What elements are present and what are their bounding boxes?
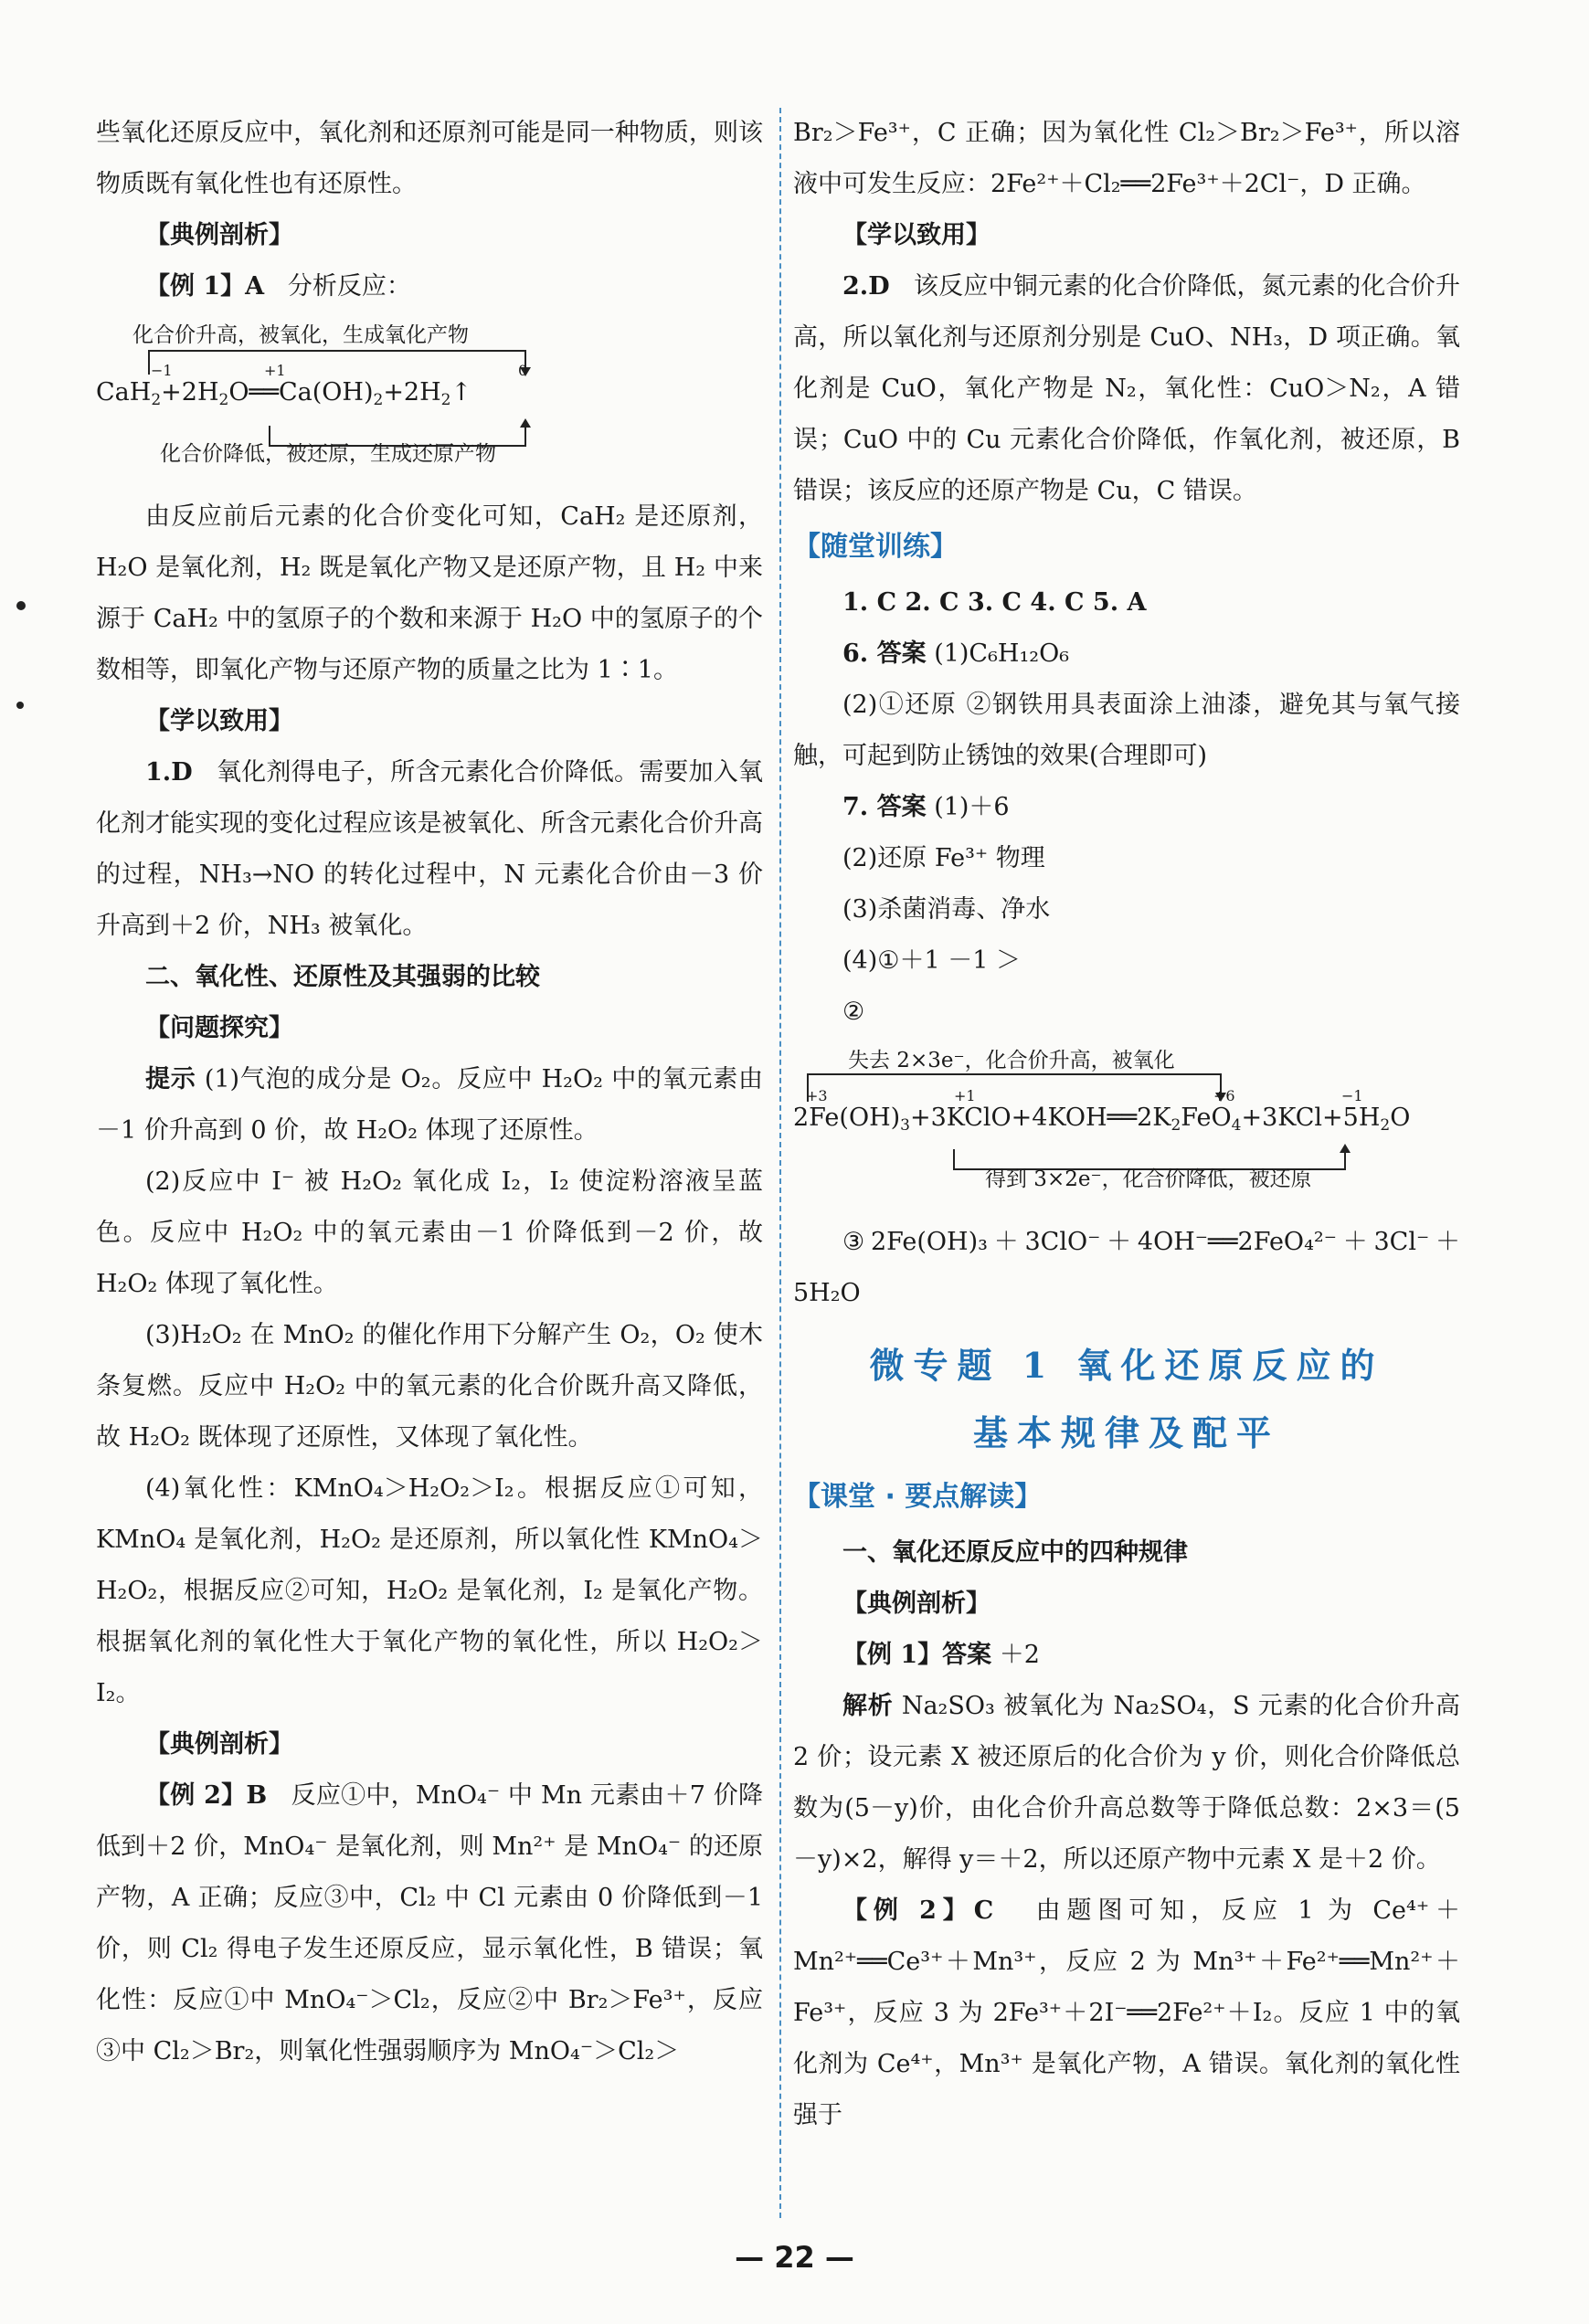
oxidation-label: 化合价升高，被氧化，生成氧化产物 xyxy=(132,323,469,347)
example-label: 【例 1】答案 xyxy=(842,1641,992,1669)
answer-text: (1)＋6 xyxy=(934,793,1010,821)
redox-diagram-2 xyxy=(793,1043,1460,1208)
topic-title: 微专题 1 氧化还原反应的 xyxy=(869,1345,1384,1386)
answer-choice: D xyxy=(171,758,193,787)
reduction-label: 得到 3×2e⁻，化合价降低，被还原 xyxy=(985,1167,1312,1191)
section-title: 一、氧化还原反应中的四种规律 xyxy=(842,1538,1188,1567)
q7-part-4: (4)①＋1 －1 ＞ xyxy=(842,946,1021,975)
hint-label: 提示 xyxy=(145,1065,196,1093)
example-2 xyxy=(96,1770,763,2077)
example-1-answer xyxy=(793,1630,1460,1681)
section-heading: 【典例剖析】 xyxy=(145,221,293,249)
example-1 xyxy=(96,261,763,312)
scan-mark xyxy=(16,702,24,709)
left-column xyxy=(96,108,763,2077)
topic-title: 基本规律及配平 xyxy=(972,1412,1280,1453)
class-tag: 【课堂 · 要点解读】 xyxy=(793,1481,1043,1513)
q7-answer xyxy=(793,782,1460,833)
section-title: 二、氧化性、还原性及其强弱的比较 xyxy=(145,963,540,991)
answer-2 xyxy=(793,261,1460,517)
example-text: 由题图可知，反应 1 为 Ce⁴⁺＋Mn²⁺══Ce³⁺＋Mn³⁺，反应 2 为 Mn³⁺＋Fe²⁺══Mn²⁺＋Fe³⁺，反应 3 为 2Fe³⁺＋2I⁻══2Fe²⁺＋I₂。反应 1 中的氧化剂为 Ce⁴⁺，Mn³⁺ 是氧化产物，A 错误。氧化剂的氧化性强于 xyxy=(793,1896,1460,2129)
example-label: 【例 2】B xyxy=(145,1781,268,1810)
oxidation-state: +1 xyxy=(264,362,286,379)
example-2 xyxy=(793,1886,1460,2141)
chemical-equation: $CaH_2+2H_2O══Ca(OH)_2+2H_2↑$ xyxy=(96,378,472,409)
oxidation-state: 0 xyxy=(518,362,528,379)
example-label: 【例 1】A xyxy=(145,272,265,301)
answer-label: 7. 答案 xyxy=(842,793,927,821)
section-heading: 【典例剖析】 xyxy=(145,1730,293,1759)
analysis-label: 解析 xyxy=(842,1692,894,1720)
paragraph: 些氧化还原反应中，氧化剂和还原剂可能是同一种物质，则该物质既有氧化性也有还原性。 xyxy=(96,119,763,198)
section-heading: 【典例剖析】 xyxy=(842,1590,990,1618)
answer-choice: D xyxy=(868,272,890,301)
hint-text: (1)气泡的成分是 O₂。反应中 H₂O₂ 中的氧元素由－1 价升高到 0 价，故 H₂O₂ 体现了还原性。 xyxy=(96,1065,763,1145)
section-heading: 【学以致用】 xyxy=(842,221,990,249)
q6-part-2: (2)①还原 ②钢铁用具表面涂上油漆，避免其与氧气接触，可起到防止锈蚀的效果(合理即可) xyxy=(793,691,1460,770)
example-text: 反应①中，MnO₄⁻ 中 Mn 元素由＋7 价降低到＋2 价，MnO₄⁻ 是氧化剂，则 Mn²⁺ 是 MnO₄⁻ 的还原产物，A 正确；反应③中，Cl₂ 中 Cl 元素由 0 价降低到－1 价，则 Cl₂ 得电子发生还原反应，显示氧化性，B 错误；氧化性：反应①中 MnO₄⁻＞Cl₂，反应②中 Br₂＞Fe³⁺，反应③中 Cl₂＞Br₂，则氧化性强弱顺序为 MnO₄⁻＞Cl₂＞ xyxy=(96,1781,764,2065)
analysis xyxy=(793,1681,1460,1886)
answer-text: 氧化剂得电子，所含元素化合价降低。需要加入氧化剂才能实现的变化过程应该是被氧化、所含元素化合价升高的过程，NH₃→NO 的转化过程中，N 元素化合价由－3 价升高到＋2 价，NH₃ 被氧化。 xyxy=(96,758,763,940)
oxidation-label: 失去 2×3e⁻，化合价升高，被氧化 xyxy=(848,1049,1175,1072)
example-label: 【例 2】C xyxy=(842,1896,994,1925)
answer-1 xyxy=(96,747,763,952)
oxidation-state: +3 xyxy=(806,1087,828,1104)
oxidation-state: +1 xyxy=(954,1087,976,1104)
page-number: — 22 — xyxy=(735,2240,854,2275)
example-text: 分析反应： xyxy=(287,272,411,301)
chemical-equation: $2Fe(OH)_3+3KClO+4KOH══2K_2FeO_4+3KCl+5H_2O$ xyxy=(793,1104,1411,1135)
answer-text: (1)C₆H₁₂O₆ xyxy=(934,639,1070,668)
reduction-label: 化合价降低，被还原，生成还原产物 xyxy=(160,442,496,466)
oxidation-state: −1 xyxy=(151,362,173,379)
q7-part-4c: ③2Fe(OH)₃＋3ClO⁻＋4OH⁻══2FeO₄²⁻＋3Cl⁻＋5H₂O xyxy=(793,1228,1460,1307)
oxidation-state: −1 xyxy=(1341,1087,1363,1104)
paragraph: 由反应前后元素的化合价变化可知，CaH₂ 是还原剂，H₂O 是氧化剂，H₂ 既是氧化产物又是还原产物，且 H₂ 中来源于 CaH₂ 中的氢原子的个数和来源于 H₂O 中的氢原子的个数相等，即氧化产物与还原产物的质量之比为 1∶1。 xyxy=(96,502,763,684)
q6-answer xyxy=(793,629,1460,680)
question-number: 1. xyxy=(145,758,172,787)
oxidation-state: +6 xyxy=(1213,1087,1235,1104)
hint-1 xyxy=(96,1054,763,1157)
answer-text: 该反应中铜元素的化合价降低，氮元素的化合价升高，所以氧化剂与还原剂分别是 CuO、NH₃，D 项正确。氧化剂是 CuO，氧化产物是 N₂，氧化性：CuO＞N₂，A 错误；CuO 中的 Cu 元素化合价降低，作氧化剂，被还原，B 错误；该反应的还原产物是 Cu，C 错误。 xyxy=(793,272,1460,505)
answer-label: 6. 答案 xyxy=(842,639,927,668)
section-heading: 【问题探究】 xyxy=(145,1014,293,1042)
q7-part-2: (2)还原 Fe³⁺ 物理 xyxy=(842,844,1045,872)
hint-3: (3)H₂O₂ 在 MnO₂ 的催化作用下分解产生 O₂，O₂ 使木条复燃。反应中 H₂O₂ 中的氧元素的化合价既升高又降低，故 H₂O₂ 既体现了还原性，又体现了氧化性。 xyxy=(96,1321,763,1452)
right-column xyxy=(793,108,1460,2141)
q7-part-3: (3)杀菌消毒、净水 xyxy=(842,895,1051,924)
practice-tag: 【随堂训练】 xyxy=(793,531,958,563)
q7-part-4b: ② xyxy=(842,998,865,1026)
column-divider xyxy=(779,108,781,2218)
hint-2: (2)反应中 I⁻ 被 H₂O₂ 氧化成 I₂，I₂ 使淀粉溶液呈蓝色。反应中 H₂O₂ 中的氧元素由－1 价降低到－2 价，故 H₂O₂ 体现了氧化性。 xyxy=(96,1167,763,1298)
scan-mark xyxy=(16,601,26,610)
redox-diagram-1 xyxy=(96,318,763,482)
question-number: 2. xyxy=(842,272,869,301)
section-heading: 【学以致用】 xyxy=(145,707,293,735)
answer-list: 1. C 2. C 3. C 4. C 5. A xyxy=(842,588,1147,617)
paragraph: Br₂＞Fe³⁺，C 正确；因为氧化性 Cl₂＞Br₂＞Fe³⁺，所以溶液中可发生反应：2Fe²⁺＋Cl₂══2Fe³⁺＋2Cl⁻，D 正确。 xyxy=(793,119,1460,198)
hint-4: (4)氧化性：KMnO₄＞H₂O₂＞I₂。根据反应①可知，KMnO₄ 是氧化剂，H₂O₂ 是还原剂，所以氧化性 KMnO₄＞H₂O₂，根据反应②可知，H₂O₂ 是氧化剂，I₂ 是氧化产物。根据氧化剂的氧化性大于氧化产物的氧化性，所以 H₂O₂＞I₂。 xyxy=(96,1474,763,1707)
answer-text: ＋2 xyxy=(999,1641,1040,1669)
analysis-text: Na₂SO₃ 被氧化为 Na₂SO₄，S 元素的化合价升高 2 价；设元素 X 被还原后的化合价为 y 价，则化合价降低总数为(5－y)价，由化合价升高总数等于降低总数：2×3＝(5－y)×2，解得 y＝＋2，所以还原产物中元素 X 是＋2 价。 xyxy=(793,1692,1460,1874)
